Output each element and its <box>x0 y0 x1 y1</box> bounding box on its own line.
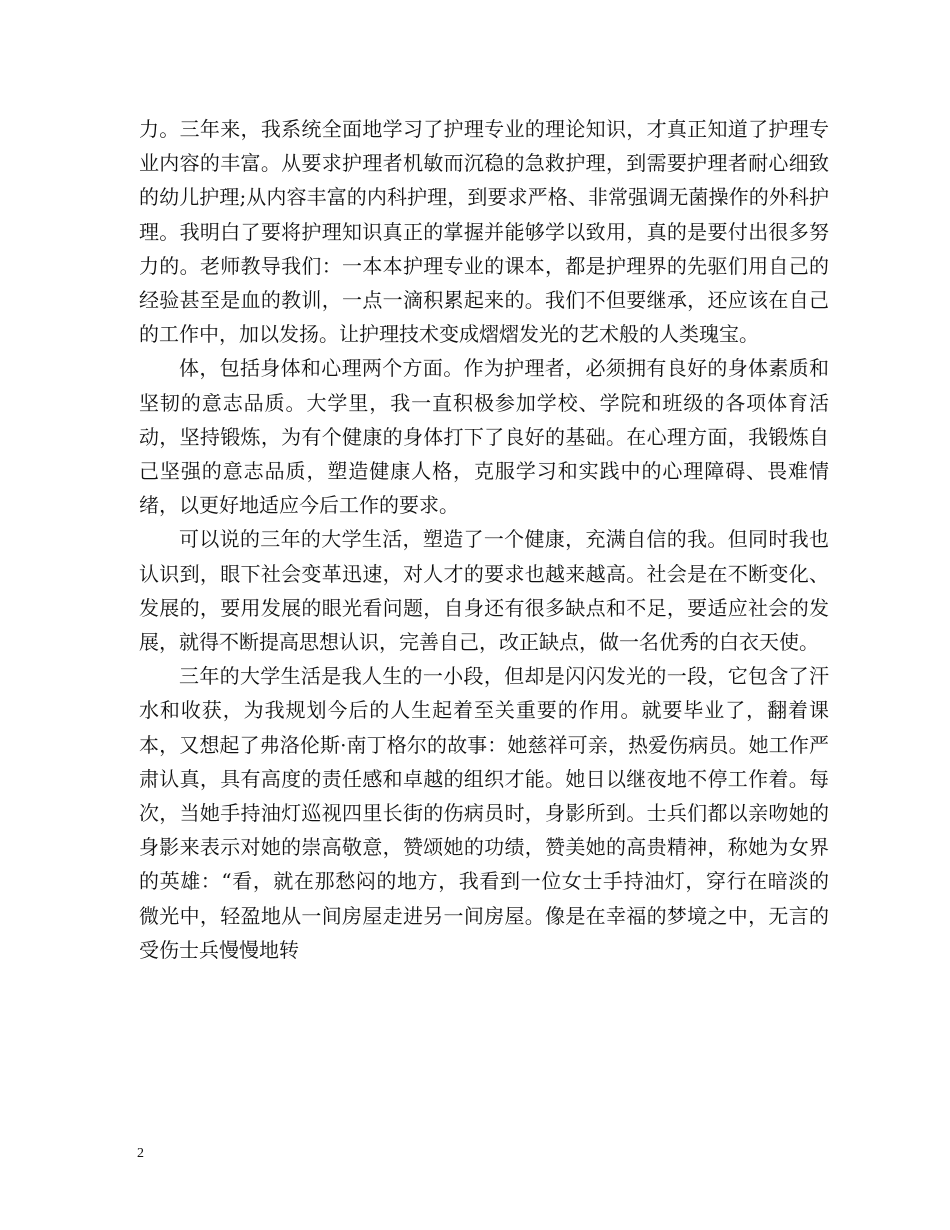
paragraph-2: 体，包括身体和心理两个方面。作为护理者，必须拥有良好的身体素质和坚韧的意志品质。大学里，我一直积极参加学校、学院和班级的各项体育活动，坚持锻炼，为有个健康的身体打下了良好的基础。在心理方面，我锻炼自己坚强的意志品质，塑造健康人格，克服学习和实践中的心理障碍、畏难情绪，以更好地适应今后工作的要求。 <box>139 356 829 518</box>
page-number: 2 <box>137 1146 144 1161</box>
paragraph-3: 可以说的三年的大学生活，塑造了一个健康，充满自信的我。但同时我也认识到，眼下社会变革迅速，对人才的要求也越来越高。社会是在不断变化、发展的，要用发展的眼光看问题，自身还有很多缺点和不足，要适应社会的发展，就得不断提高思想认识，完善自己，改正缺点，做一名优秀的白衣天使。 <box>139 527 829 655</box>
paragraph-1: 力。三年来，我系统全面地学习了护理专业的理论知识，才真正知道了护理专业内容的丰富。从要求护理者机敏而沉稳的急救护理，到需要护理者耐心细致的幼儿护理;从内容丰富的内科护理，到要求严格、非常强调无菌操作的外科护理。我明白了要将护理知识真正的掌握并能够学以致用，真的是要付出很多努力的。老师教导我们：一本本护理专业的课本，都是护理界的先驱们用自己的经验甚至是血的教训，一点一滴积累起来的。我们不但要继承，还应该在自己的工作中，加以发扬。让护理技术变成熠熠发光的艺术般的人类瑰宝。 <box>139 117 829 347</box>
body-text <box>139 112 829 967</box>
paragraph-4: 三年的大学生活是我人生的一小段，但却是闪闪发光的一段，它包含了汗水和收获，为我规划今后的人生起着至关重要的作用。就要毕业了，翻着课本，又想起了弗洛伦斯·南丁格尔的故事：她慈祥可亲，热爱伤病员。她工作严肃认真，具有高度的责任感和卓越的组织才能。她日以继夜地不停工作着。每次，当她手持油灯巡视四里长街的伤病员时，身影所到。士兵们都以亲吻她的身影来表示对她的崇高敬意，赞颂她的功绩，赞美她的高贵精神，称她为女界的英雄：“看，就在那愁闷的地方，我看到一位女士手持油灯，穿行在暗淡的微光中，轻盈地从一间房屋走进另一间房屋。像是在幸福的梦境之中，无言的受伤士兵慢慢地转 <box>139 664 829 962</box>
